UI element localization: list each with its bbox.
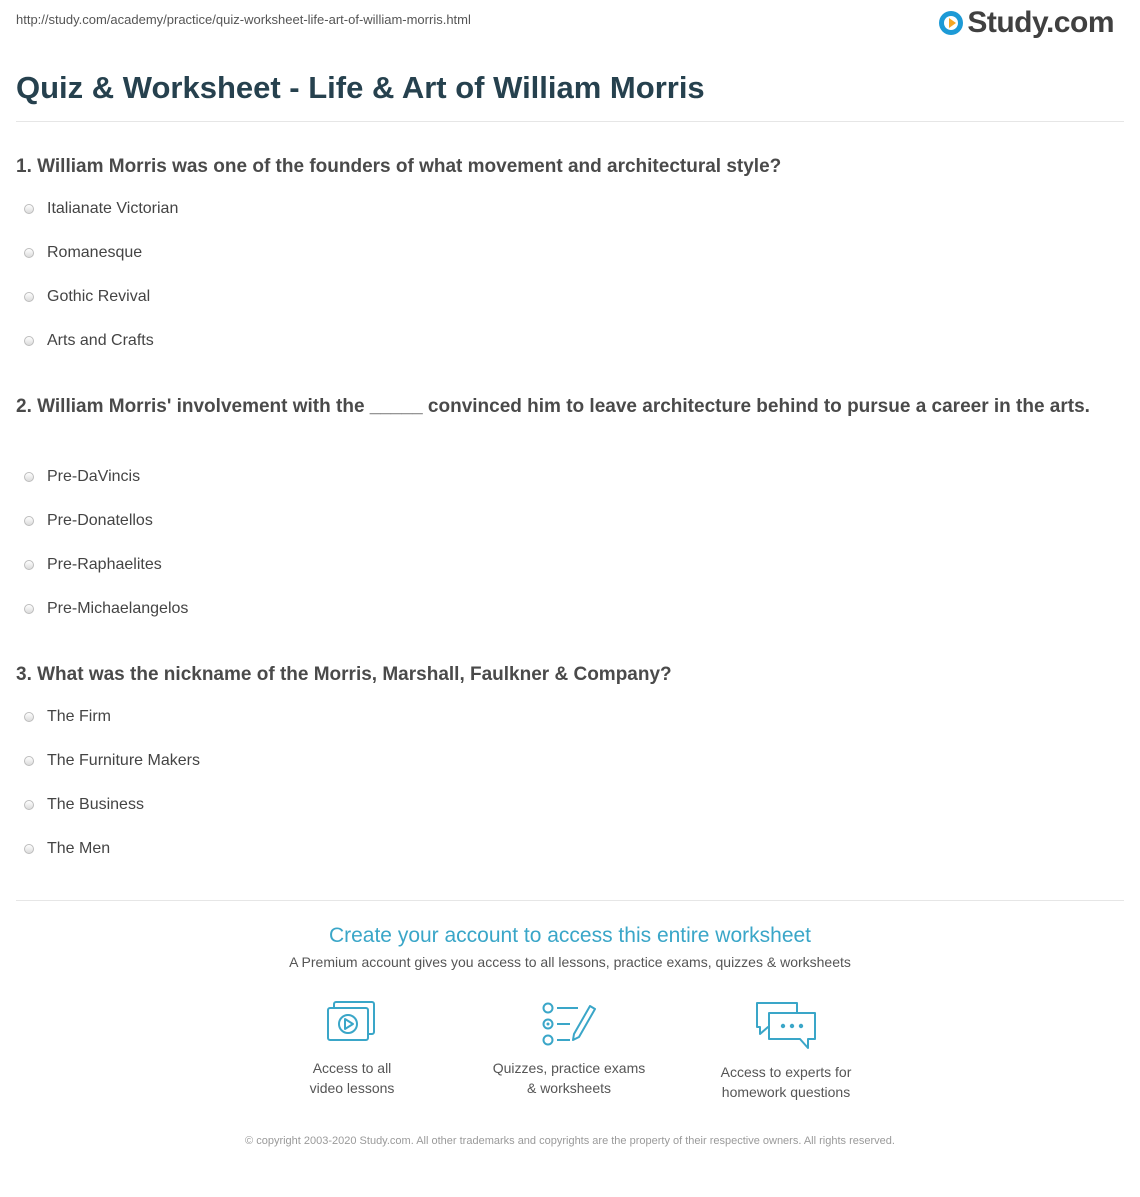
option-label: Italianate Victorian <box>47 200 179 217</box>
feature-label-line: Access to all <box>312 1060 392 1076</box>
cta-subtitle: A Premium account gives you access to all lessons, practice exams, quizzes & worksheets <box>289 954 851 970</box>
title-divider <box>16 121 1124 122</box>
feature-label-line: homework questions <box>721 1084 851 1100</box>
radio-button[interactable] <box>24 800 34 810</box>
expert-chat-icon <box>754 1000 818 1052</box>
option-label: Gothic Revival <box>47 288 151 305</box>
feature-label-line: video lessons <box>309 1080 395 1096</box>
option-label: Pre-Michaelangelos <box>47 600 189 617</box>
radio-button[interactable] <box>24 292 34 302</box>
radio-button[interactable] <box>24 248 34 258</box>
option-label: The Business <box>47 796 144 813</box>
question-1: 1. William Morris was one of the founders of what movement and architectural style? <box>16 156 782 177</box>
option-label: Pre-Donatellos <box>47 512 153 529</box>
q2-option-2[interactable] <box>24 512 153 530</box>
q2-option-3[interactable] <box>24 556 162 574</box>
radio-button[interactable] <box>24 844 34 854</box>
radio-button[interactable] <box>24 604 34 614</box>
feature-quizzes <box>469 1000 669 1098</box>
q2-option-1[interactable] <box>24 468 140 486</box>
top-bar <box>0 0 1140 60</box>
radio-button[interactable] <box>24 560 34 570</box>
logo-text: Study.com <box>967 6 1114 39</box>
play-logo-icon <box>939 11 963 35</box>
page-title: Quiz & Worksheet - Life & Art of William Morris <box>16 70 705 105</box>
quiz-checklist-icon <box>540 1000 598 1048</box>
q2-option-4[interactable] <box>24 600 188 618</box>
option-label: The Firm <box>47 708 111 725</box>
option-label: The Men <box>47 840 111 857</box>
q3-option-2[interactable] <box>24 752 200 770</box>
feature-label-line: Access to experts for <box>720 1064 852 1080</box>
copyright-footer: © copyright 2003-2020 Study.com. All other trademarks and copyrights are the property of their respective owners. All rights reserved. <box>245 1135 895 1147</box>
radio-button[interactable] <box>24 516 34 526</box>
feature-label-line: & worksheets <box>526 1080 612 1096</box>
q1-option-1[interactable] <box>24 200 178 218</box>
question-3: 3. What was the nickname of the Morris, Marshall, Faulkner & Company? <box>16 664 672 685</box>
feature-video-lessons <box>252 1000 452 1098</box>
cta-divider <box>16 900 1124 901</box>
option-label: Pre-Raphaelites <box>47 556 162 573</box>
study-logo[interactable] <box>939 6 1114 40</box>
option-label: Arts and Crafts <box>47 332 154 349</box>
feature-label-line: Quizzes, practice exams <box>492 1060 646 1076</box>
cta-title-link[interactable]: Create your account to access this entire worksheet <box>328 924 812 947</box>
option-label: Pre-DaVincis <box>47 468 141 485</box>
q1-option-4[interactable] <box>24 332 154 350</box>
q1-option-3[interactable] <box>24 288 150 306</box>
option-label: The Furniture Makers <box>47 752 200 769</box>
q3-option-1[interactable] <box>24 708 111 726</box>
radio-button[interactable] <box>24 204 34 214</box>
q1-option-2[interactable] <box>24 244 142 262</box>
q3-option-3[interactable] <box>24 796 144 814</box>
video-lessons-icon <box>325 1000 379 1048</box>
feature-experts <box>686 1000 886 1102</box>
page-url[interactable]: http://study.com/academy/practice/quiz-worksheet-life-art-of-william-morris.html <box>16 12 471 27</box>
radio-button[interactable] <box>24 756 34 766</box>
radio-button[interactable] <box>24 336 34 346</box>
radio-button[interactable] <box>24 712 34 722</box>
radio-button[interactable] <box>24 472 34 482</box>
option-label: Romanesque <box>47 244 143 261</box>
question-2: 2. William Morris' involvement with the _____ convinced him to leave architecture behind to pursue a career in the arts. <box>16 396 1090 417</box>
q3-option-4[interactable] <box>24 840 110 858</box>
